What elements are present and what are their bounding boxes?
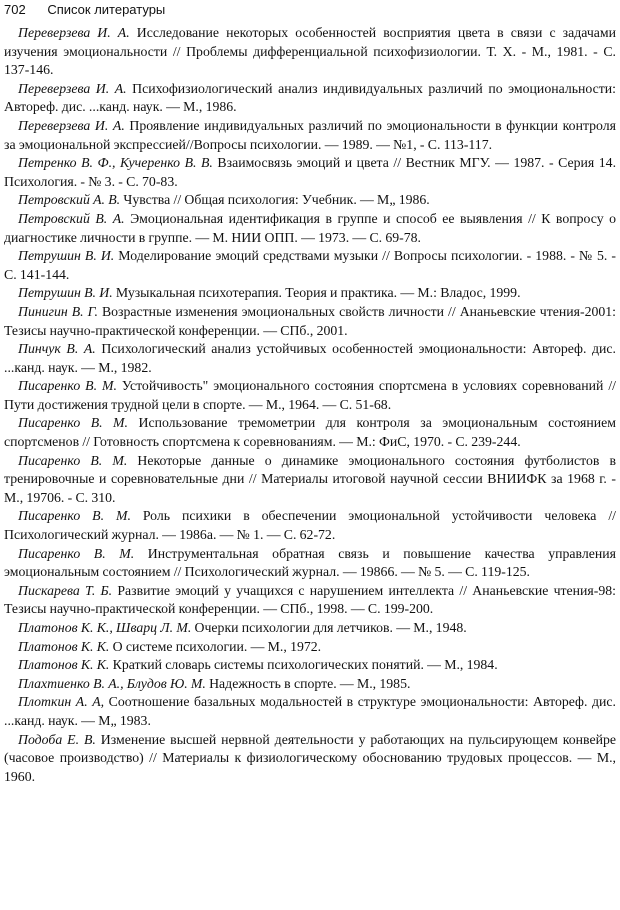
reference-entry [4, 414, 616, 451]
reference-author: Петренко В. Ф., Кучеренко В. В. [18, 155, 213, 171]
reference-text: Исследование некоторых особенностей восприятия цвета в связи с задачами изучения эмоциональности // Проблемы дифференциальной психофизиологии. Т. X. - М., 1981. - С. 137-146. [4, 25, 616, 78]
reference-entry [4, 377, 616, 414]
reference-entry [4, 675, 616, 694]
reference-author: Петровский В. А. [18, 210, 125, 226]
reference-author: Петровский А. В. [18, 192, 121, 208]
reference-text: Психофизиологический анализ индивидуальных различий по эмоциональности: Автореф. дис. ...канд. наук. — М., 1986. [4, 80, 617, 115]
reference-entry [4, 638, 616, 657]
reference-entry [4, 582, 616, 619]
reference-author: Писаренко В. М. [18, 415, 128, 431]
reference-text: Соотношение базальных модальностей в структуре эмоциональности: Автореф. дис. ...канд. наук. — М„ 1983. [4, 694, 616, 728]
page-number: 702 [4, 2, 26, 17]
reference-entry [4, 619, 616, 638]
reference-author: Платонов К. К. [18, 657, 110, 673]
reference-entry [4, 117, 616, 154]
reference-text: Чувства // Общая психология: Учебник. — М„ 1986. [123, 192, 430, 208]
reference-author: Писаренко В. М. [18, 545, 135, 561]
reference-author: Писаренко В. М. [18, 378, 117, 394]
reference-text: О системе психологии. — М., 1972. [112, 638, 322, 654]
reference-author: Плоткин А. А, [18, 694, 105, 710]
reference-entry [4, 80, 616, 117]
reference-entry [4, 507, 616, 544]
reference-text: Устойчивость" эмоционального состояния спортсмена в условиях соревнований // Пути достижения трудной цели в спорте. — М., 1964. — С. 51-68. [4, 378, 616, 412]
reference-author: Подоба Е. В. [18, 731, 96, 747]
reference-author: Платонов К. К. [18, 638, 110, 654]
reference-entry [4, 247, 616, 284]
reference-author: Пискарева Т. Б. [18, 582, 113, 598]
reference-text: Музыкальная психотерапия. Теория и практика. — М.: Владос, 1999. [115, 285, 521, 301]
reference-author: Писаренко В. М. [18, 452, 128, 468]
reference-author: Платонов К. К., Шварц Л. М. [18, 620, 192, 635]
reference-author: Петрушин В. И. [18, 285, 113, 301]
reference-text: Некоторые данные о динамике эмоционального состояния футболистов в тренировочные и соревновательные дни // Материалы итоговой научной сессии ВНИИФК за 1968 г. - М., 19706. - С. 310. [4, 452, 617, 505]
reference-text: Развитие эмоций у учащихся с нарушением интеллекта // Ананьевские чтения-98: Тезисы научно-практической конференции. — СПб., 1998. — С. 199-200. [4, 582, 617, 617]
reference-text: Надежность в спорте. — М., 1985. [209, 675, 411, 691]
reference-entry [4, 340, 616, 377]
reference-author: Переверзева И. А. [18, 25, 130, 40]
reference-entry [4, 210, 616, 247]
running-head [4, 2, 165, 17]
reference-entry [4, 656, 616, 675]
reference-text: Эмоциональная идентификация в группе и способ ее выявления // К вопросу о диагностике личности в группе. — М. НИИ ОПП. — 1973. — С. 69-78. [4, 210, 616, 245]
reference-author: Переверзева И. А. [18, 80, 127, 96]
reference-entry [4, 693, 616, 730]
reference-author: Пинигин В. Г. [18, 303, 98, 319]
reference-entry [4, 24, 616, 80]
reference-text: Возрастные изменения эмоциональных свойств личности // Ананьевские чтения-2001: Тезисы научно-практической конференции. — СПб., 2001. [4, 303, 616, 338]
reference-entry [4, 731, 616, 787]
reference-text: Использование тремометрии для контроля за эмоциональным состоянием спортсменов // Готовность спортсмена к соревнованиям. — М.: ФиС, 1970. - С. 239-244. [4, 415, 617, 450]
reference-author: Переверзева И. А. [18, 117, 125, 133]
reference-text: Изменение высшей нервной деятельности у работающих на пульсирующем конвейре (часовое производство) // Материалы к физиологическому обоснованию трудовых процессов. — М., 1960. [4, 731, 617, 784]
reference-text: Психологический анализ устойчивых особенностей эмоциональности: Автореф. дис. ...канд. наук. — М., 1982. [4, 341, 616, 375]
reference-author: Петрушин В. И. [18, 248, 115, 264]
reference-author: Пинчук В. А. [18, 341, 96, 357]
reference-text: Инструментальная обратная связь и повышение качества управления эмоциональным состоянием // Психологический журнал. — 19866. — № 5. — С. 119-125. [4, 545, 616, 580]
reference-entry [4, 303, 616, 340]
reference-entry [4, 154, 616, 191]
reference-author: Плахтиенко В. А., Блудов Ю. М. [18, 675, 206, 691]
section-title: Список литературы [47, 2, 166, 17]
reference-text: Моделирование эмоций средствами музыки // Вопросы психологии. - 1988. - № 5. - С. 141-144. [4, 248, 616, 282]
reference-text: Краткий словарь системы психологических понятий. — М., 1984. [112, 657, 498, 673]
reference-text: Роль психики в обеспечении эмоциональной устойчивости человека // Психологический журнал. — 1986а. — № 1. — С. 62-72. [4, 508, 616, 543]
reference-list [4, 24, 616, 786]
reference-text: Взаимосвязь эмоций и цвета // Вестник МГУ. — 1987. - Серия 14. Психология. - № 3. - С. 70-83. [4, 155, 617, 189]
reference-text: Проявление индивидуальных различий по эмоциональности в функции контроля за эмоциональной экспрессией//Вопросы психологии. — 1989. — №1, - С. 113-117. [4, 117, 616, 152]
reference-author: Писаренко В. М. [18, 508, 131, 524]
reference-entry [4, 284, 616, 303]
reference-entry [4, 191, 616, 210]
reference-entry [4, 545, 616, 582]
reference-entry [4, 452, 616, 508]
reference-text: Очерки психологии для летчиков. — М., 1948. [194, 620, 467, 635]
